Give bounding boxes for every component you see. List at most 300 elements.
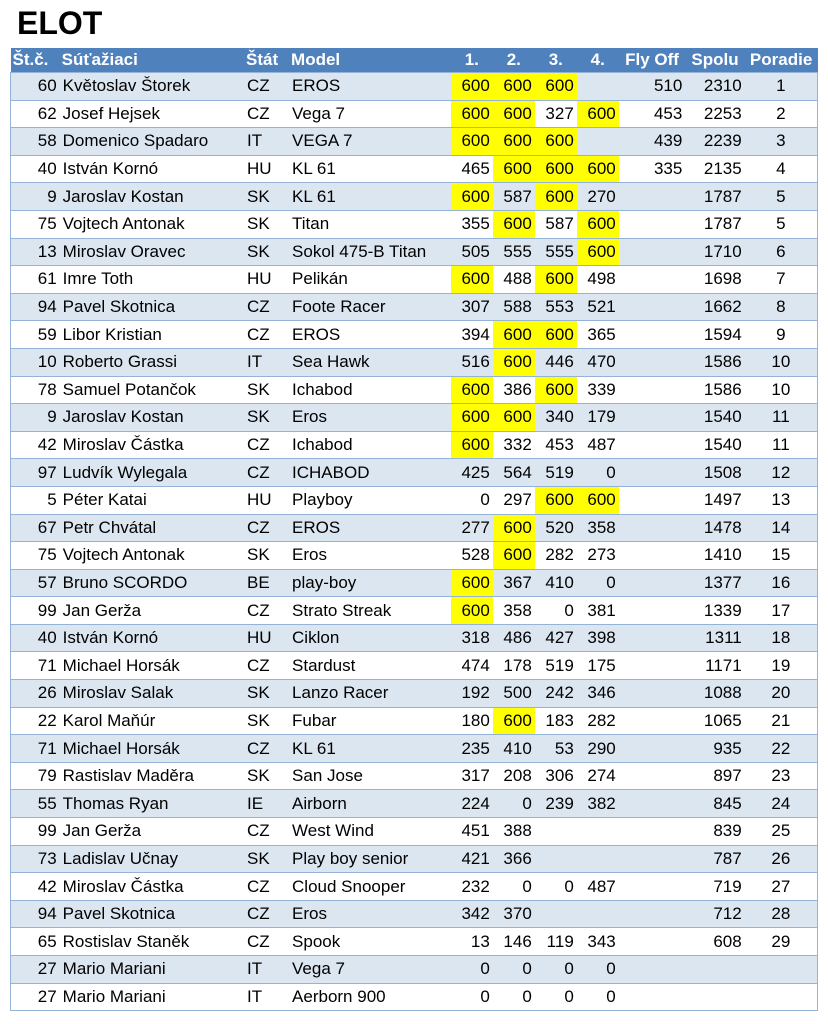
cell-start-number: 40 <box>11 624 60 652</box>
cell-competitor: Petr Chvátal <box>60 514 244 542</box>
cell-competitor: Pavel Skotnica <box>60 900 244 928</box>
cell-total: 1377 <box>685 569 744 597</box>
cell-rank: 14 <box>745 514 818 542</box>
cell-round-3 <box>535 845 577 873</box>
cell-competitor: Josef Hejsek <box>60 100 244 128</box>
cell-round-1: 307 <box>451 293 493 321</box>
cell-start-number: 5 <box>11 486 60 514</box>
cell-round-1: 465 <box>451 155 493 183</box>
cell-rank: 1 <box>745 73 818 101</box>
cell-rank: 12 <box>745 459 818 487</box>
table-row <box>11 100 818 128</box>
cell-fly-off <box>619 404 686 432</box>
cell-start-number: 62 <box>11 100 60 128</box>
cell-round-3: 453 <box>535 431 577 459</box>
cell-round-1: 600 <box>451 183 493 211</box>
cell-round-1: 232 <box>451 873 493 901</box>
cell-competitor: Vojtech Antonak <box>60 210 244 238</box>
table-row <box>11 155 818 183</box>
cell-rank: 26 <box>745 845 818 873</box>
cell-rank: 19 <box>745 652 818 680</box>
cell-round-4: 290 <box>577 735 619 763</box>
cell-model: Playboy <box>289 486 451 514</box>
cell-round-4: 600 <box>577 210 619 238</box>
cell-fly-off <box>619 542 686 570</box>
cell-round-1: 277 <box>451 514 493 542</box>
cell-round-1: 180 <box>451 707 493 735</box>
cell-round-3: 410 <box>535 569 577 597</box>
cell-round-2: 600 <box>493 542 535 570</box>
cell-rank: 5 <box>745 183 818 211</box>
cell-round-2: 600 <box>493 707 535 735</box>
cell-total: 1586 <box>685 376 744 404</box>
cell-round-4 <box>577 73 619 101</box>
cell-round-1: 600 <box>451 569 493 597</box>
cell-fly-off <box>619 238 686 266</box>
cell-round-2: 600 <box>493 100 535 128</box>
cell-round-3: 600 <box>535 183 577 211</box>
cell-competitor: Thomas Ryan <box>60 790 244 818</box>
cell-model: play-boy <box>289 569 451 597</box>
cell-round-4: 282 <box>577 707 619 735</box>
cell-fly-off: 453 <box>619 100 686 128</box>
cell-round-2: 0 <box>493 873 535 901</box>
cell-fly-off <box>619 597 686 625</box>
cell-competitor: Miroslav Salak <box>60 680 244 708</box>
cell-fly-off <box>619 376 686 404</box>
cell-start-number: 73 <box>11 845 60 873</box>
cell-round-4 <box>577 900 619 928</box>
cell-state: IE <box>244 790 289 818</box>
cell-fly-off <box>619 348 686 376</box>
cell-fly-off: 510 <box>619 73 686 101</box>
cell-round-2: 600 <box>493 128 535 156</box>
cell-total: 1540 <box>685 404 744 432</box>
cell-total: 1594 <box>685 321 744 349</box>
cell-round-4: 600 <box>577 155 619 183</box>
cell-round-1: 516 <box>451 348 493 376</box>
cell-round-1: 474 <box>451 652 493 680</box>
cell-state: IT <box>244 983 289 1011</box>
cell-fly-off <box>619 818 686 846</box>
cell-round-1: 192 <box>451 680 493 708</box>
cell-fly-off <box>619 293 686 321</box>
cell-round-3: 119 <box>535 928 577 956</box>
cell-model: Sea Hawk <box>289 348 451 376</box>
cell-round-1: 235 <box>451 735 493 763</box>
cell-start-number: 9 <box>11 183 60 211</box>
cell-round-2: 208 <box>493 762 535 790</box>
table-row <box>11 762 818 790</box>
cell-total <box>685 983 744 1011</box>
cell-rank: 5 <box>745 210 818 238</box>
cell-round-3: 553 <box>535 293 577 321</box>
cell-state: CZ <box>244 652 289 680</box>
cell-fly-off <box>619 680 686 708</box>
cell-round-1: 425 <box>451 459 493 487</box>
table-row <box>11 845 818 873</box>
cell-round-2: 386 <box>493 376 535 404</box>
cell-start-number: 99 <box>11 597 60 625</box>
cell-round-4: 346 <box>577 680 619 708</box>
cell-start-number: 10 <box>11 348 60 376</box>
table-row <box>11 266 818 294</box>
cell-rank: 23 <box>745 762 818 790</box>
cell-start-number: 67 <box>11 514 60 542</box>
cell-state: CZ <box>244 900 289 928</box>
cell-round-2: 600 <box>493 514 535 542</box>
cell-round-2: 600 <box>493 73 535 101</box>
cell-state: SK <box>244 680 289 708</box>
cell-rank: 16 <box>745 569 818 597</box>
cell-competitor: Michael Horsák <box>60 652 244 680</box>
cell-total: 1410 <box>685 542 744 570</box>
cell-model: Cloud Snooper <box>289 873 451 901</box>
cell-round-3 <box>535 900 577 928</box>
cell-round-2: 146 <box>493 928 535 956</box>
cell-state: CZ <box>244 735 289 763</box>
table-row <box>11 569 818 597</box>
cell-model: Eros <box>289 404 451 432</box>
cell-fly-off <box>619 873 686 901</box>
cell-competitor: Domenico Spadaro <box>60 128 244 156</box>
cell-round-3: 340 <box>535 404 577 432</box>
cell-round-2: 588 <box>493 293 535 321</box>
cell-round-2: 600 <box>493 348 535 376</box>
cell-start-number: 22 <box>11 707 60 735</box>
cell-state: SK <box>244 845 289 873</box>
cell-total: 2135 <box>685 155 744 183</box>
cell-round-1: 0 <box>451 486 493 514</box>
cell-model: Fubar <box>289 707 451 735</box>
cell-start-number: 65 <box>11 928 60 956</box>
cell-competitor: Jaroslav Kostan <box>60 183 244 211</box>
cell-round-3: 600 <box>535 155 577 183</box>
cell-fly-off <box>619 569 686 597</box>
cell-round-4: 521 <box>577 293 619 321</box>
cell-model: ICHABOD <box>289 459 451 487</box>
table-row <box>11 459 818 487</box>
cell-round-4: 0 <box>577 956 619 984</box>
cell-model: Eros <box>289 542 451 570</box>
cell-rank: 15 <box>745 542 818 570</box>
cell-round-1: 224 <box>451 790 493 818</box>
table-row <box>11 597 818 625</box>
cell-round-3: 327 <box>535 100 577 128</box>
cell-fly-off <box>619 431 686 459</box>
cell-state: CZ <box>244 321 289 349</box>
cell-round-3: 600 <box>535 376 577 404</box>
cell-model: Strato Streak <box>289 597 451 625</box>
cell-total: 1540 <box>685 431 744 459</box>
cell-competitor: Rostislav Staněk <box>60 928 244 956</box>
cell-model: Vega 7 <box>289 956 451 984</box>
cell-rank <box>745 983 818 1011</box>
cell-round-4: 600 <box>577 486 619 514</box>
cell-fly-off <box>619 486 686 514</box>
cell-fly-off <box>619 514 686 542</box>
header-competitor: Súťažiaci <box>60 48 244 73</box>
cell-round-3: 519 <box>535 459 577 487</box>
cell-round-4 <box>577 128 619 156</box>
cell-total: 1497 <box>685 486 744 514</box>
cell-start-number: 60 <box>11 73 60 101</box>
cell-round-2: 388 <box>493 818 535 846</box>
cell-start-number: 61 <box>11 266 60 294</box>
cell-rank: 8 <box>745 293 818 321</box>
cell-total: 2239 <box>685 128 744 156</box>
cell-model: Titan <box>289 210 451 238</box>
cell-competitor: Roberto Grassi <box>60 348 244 376</box>
cell-rank: 27 <box>745 873 818 901</box>
cell-start-number: 55 <box>11 790 60 818</box>
cell-rank: 17 <box>745 597 818 625</box>
cell-competitor: Květoslav Štorek <box>60 73 244 101</box>
cell-state: HU <box>244 155 289 183</box>
cell-total: 1586 <box>685 348 744 376</box>
cell-competitor: Péter Katai <box>60 486 244 514</box>
cell-competitor: Karol Maňúr <box>60 707 244 735</box>
cell-round-2: 358 <box>493 597 535 625</box>
cell-fly-off <box>619 210 686 238</box>
cell-round-2: 366 <box>493 845 535 873</box>
table-row <box>11 624 818 652</box>
cell-round-4 <box>577 845 619 873</box>
cell-round-2: 555 <box>493 238 535 266</box>
cell-model: San Jose <box>289 762 451 790</box>
cell-round-2: 297 <box>493 486 535 514</box>
cell-rank: 7 <box>745 266 818 294</box>
cell-fly-off <box>619 983 686 1011</box>
cell-round-1: 451 <box>451 818 493 846</box>
cell-round-3: 600 <box>535 486 577 514</box>
table-row <box>11 900 818 928</box>
cell-total: 1339 <box>685 597 744 625</box>
header-fly-off: Fly Off <box>619 48 686 73</box>
cell-model: Aerborn 900 <box>289 983 451 1011</box>
cell-total: 1171 <box>685 652 744 680</box>
cell-fly-off <box>619 928 686 956</box>
cell-round-3: 519 <box>535 652 577 680</box>
cell-rank: 20 <box>745 680 818 708</box>
cell-round-1: 317 <box>451 762 493 790</box>
cell-total: 719 <box>685 873 744 901</box>
cell-round-2: 0 <box>493 983 535 1011</box>
cell-model: Airborn <box>289 790 451 818</box>
cell-total: 839 <box>685 818 744 846</box>
cell-round-2: 587 <box>493 183 535 211</box>
cell-state: CZ <box>244 928 289 956</box>
cell-round-2: 0 <box>493 790 535 818</box>
table-row <box>11 128 818 156</box>
cell-model: Ciklon <box>289 624 451 652</box>
cell-round-1: 600 <box>451 404 493 432</box>
cell-competitor: Rastislav Maděra <box>60 762 244 790</box>
cell-rank: 4 <box>745 155 818 183</box>
cell-rank: 24 <box>745 790 818 818</box>
cell-round-3: 600 <box>535 73 577 101</box>
cell-round-3: 0 <box>535 956 577 984</box>
cell-state: HU <box>244 266 289 294</box>
cell-model: Ichabod <box>289 376 451 404</box>
cell-round-4: 343 <box>577 928 619 956</box>
cell-competitor: Mario Mariani <box>60 983 244 1011</box>
cell-round-3: 555 <box>535 238 577 266</box>
cell-start-number: 59 <box>11 321 60 349</box>
cell-round-3: 600 <box>535 321 577 349</box>
cell-model: KL 61 <box>289 155 451 183</box>
cell-rank: 28 <box>745 900 818 928</box>
cell-model: KL 61 <box>289 735 451 763</box>
cell-fly-off <box>619 624 686 652</box>
cell-round-1: 600 <box>451 431 493 459</box>
cell-round-2: 178 <box>493 652 535 680</box>
cell-total: 1710 <box>685 238 744 266</box>
cell-start-number: 26 <box>11 680 60 708</box>
cell-total: 2310 <box>685 73 744 101</box>
cell-total: 1478 <box>685 514 744 542</box>
cell-state: IT <box>244 128 289 156</box>
cell-round-3: 427 <box>535 624 577 652</box>
cell-competitor: Pavel Skotnica <box>60 293 244 321</box>
cell-competitor: Bruno SCORDO <box>60 569 244 597</box>
cell-competitor: Michael Horsák <box>60 735 244 763</box>
cell-round-2: 486 <box>493 624 535 652</box>
cell-rank: 10 <box>745 376 818 404</box>
cell-total <box>685 956 744 984</box>
table-row <box>11 514 818 542</box>
cell-start-number: 75 <box>11 542 60 570</box>
cell-fly-off <box>619 762 686 790</box>
cell-fly-off: 439 <box>619 128 686 156</box>
cell-competitor: István Kornó <box>60 155 244 183</box>
cell-start-number: 57 <box>11 569 60 597</box>
cell-round-1: 0 <box>451 983 493 1011</box>
cell-model: EROS <box>289 321 451 349</box>
cell-rank: 3 <box>745 128 818 156</box>
cell-start-number: 42 <box>11 873 60 901</box>
cell-fly-off <box>619 845 686 873</box>
cell-round-4: 381 <box>577 597 619 625</box>
table-row <box>11 735 818 763</box>
cell-model: VEGA 7 <box>289 128 451 156</box>
cell-state: SK <box>244 542 289 570</box>
cell-round-4: 179 <box>577 404 619 432</box>
cell-start-number: 27 <box>11 983 60 1011</box>
cell-round-1: 600 <box>451 128 493 156</box>
cell-round-2: 367 <box>493 569 535 597</box>
header-start-number: Št.č. <box>11 48 60 73</box>
table-row <box>11 321 818 349</box>
cell-round-3 <box>535 818 577 846</box>
cell-rank: 13 <box>745 486 818 514</box>
cell-state: BE <box>244 569 289 597</box>
header-round-3: 3. <box>535 48 577 73</box>
cell-total: 897 <box>685 762 744 790</box>
cell-start-number: 78 <box>11 376 60 404</box>
cell-state: CZ <box>244 873 289 901</box>
cell-round-3: 0 <box>535 983 577 1011</box>
cell-competitor: Jan Gerža <box>60 597 244 625</box>
cell-model: Sokol 475-B Titan <box>289 238 451 266</box>
cell-model: West Wind <box>289 818 451 846</box>
table-row <box>11 431 818 459</box>
header-model: Model <box>289 48 451 73</box>
cell-competitor: Jaroslav Kostan <box>60 404 244 432</box>
cell-model: Spook <box>289 928 451 956</box>
cell-round-3: 600 <box>535 266 577 294</box>
cell-total: 845 <box>685 790 744 818</box>
cell-total: 1508 <box>685 459 744 487</box>
cell-model: Lanzo Racer <box>289 680 451 708</box>
cell-model: Pelikán <box>289 266 451 294</box>
cell-round-1: 355 <box>451 210 493 238</box>
cell-rank: 21 <box>745 707 818 735</box>
cell-state: CZ <box>244 818 289 846</box>
cell-competitor: Miroslav Částka <box>60 431 244 459</box>
cell-rank: 9 <box>745 321 818 349</box>
cell-round-2: 488 <box>493 266 535 294</box>
cell-total: 787 <box>685 845 744 873</box>
cell-round-3: 0 <box>535 597 577 625</box>
table-row <box>11 680 818 708</box>
table-row <box>11 542 818 570</box>
table-row <box>11 183 818 211</box>
cell-fly-off <box>619 266 686 294</box>
cell-total: 608 <box>685 928 744 956</box>
cell-state: SK <box>244 707 289 735</box>
header-round-4: 4. <box>577 48 619 73</box>
cell-competitor: Samuel Potančok <box>60 376 244 404</box>
cell-round-1: 600 <box>451 597 493 625</box>
cell-state: CZ <box>244 100 289 128</box>
cell-state: IT <box>244 956 289 984</box>
cell-competitor: Miroslav Oravec <box>60 238 244 266</box>
cell-total: 1698 <box>685 266 744 294</box>
cell-round-4: 0 <box>577 569 619 597</box>
cell-total: 712 <box>685 900 744 928</box>
cell-model: EROS <box>289 73 451 101</box>
cell-model: Ichabod <box>289 431 451 459</box>
table-row <box>11 956 818 984</box>
table-row <box>11 348 818 376</box>
cell-state: HU <box>244 624 289 652</box>
cell-competitor: Mario Mariani <box>60 956 244 984</box>
cell-total: 1787 <box>685 210 744 238</box>
cell-round-1: 13 <box>451 928 493 956</box>
cell-total: 1065 <box>685 707 744 735</box>
cell-round-2: 600 <box>493 404 535 432</box>
cell-start-number: 27 <box>11 956 60 984</box>
cell-round-4: 487 <box>577 873 619 901</box>
cell-fly-off <box>619 321 686 349</box>
cell-start-number: 58 <box>11 128 60 156</box>
cell-model: KL 61 <box>289 183 451 211</box>
cell-start-number: 40 <box>11 155 60 183</box>
cell-competitor: Libor Kristian <box>60 321 244 349</box>
table-row <box>11 376 818 404</box>
cell-rank: 29 <box>745 928 818 956</box>
cell-round-4: 398 <box>577 624 619 652</box>
cell-round-1: 600 <box>451 100 493 128</box>
cell-round-2: 564 <box>493 459 535 487</box>
cell-round-3: 600 <box>535 128 577 156</box>
cell-fly-off <box>619 652 686 680</box>
cell-start-number: 75 <box>11 210 60 238</box>
cell-round-4: 498 <box>577 266 619 294</box>
table-row <box>11 210 818 238</box>
cell-round-4: 0 <box>577 459 619 487</box>
